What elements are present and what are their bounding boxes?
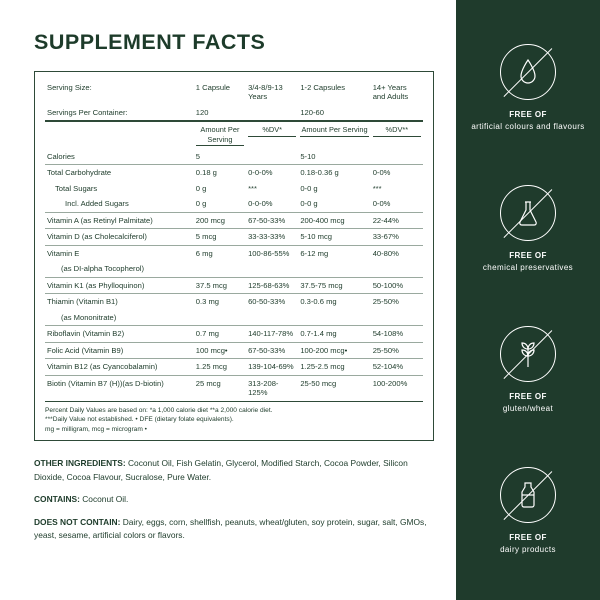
badge-chemical-preservatives (462, 185, 594, 273)
ingredients-block (34, 457, 434, 542)
serving-size-label: Serving Size: (47, 83, 92, 92)
table-row-servings-per-container (45, 105, 423, 121)
nutrient-amount-2: 25-50 mcg (298, 375, 370, 401)
footnote-block (45, 402, 423, 435)
badge-line-1: FREE OF (509, 533, 547, 543)
nutrient-name: Incl. Added Sugars (45, 196, 194, 212)
table-row (45, 359, 423, 375)
other-ingredients-label: OTHER INGREDIENTS: (34, 458, 126, 469)
nutrient-name: Folic Acid (Vitamin B9) (45, 342, 194, 358)
nutrient-name: (as DI-alpha Tocopherol) (45, 261, 194, 277)
nutrient-amount-2 (298, 310, 370, 326)
other-ingredients (34, 457, 434, 484)
nutrient-name: Total Sugars (55, 183, 98, 193)
table-row (45, 326, 423, 342)
wheat-icon (500, 326, 556, 382)
nutrient-amount-1: 6 mg (195, 248, 213, 258)
table-header-row (45, 121, 423, 149)
servings-per-container-label: Servings Per Container: (45, 105, 194, 121)
header-dv-2: %DV** (373, 125, 421, 136)
nutrient-dv-2: 0-0% (371, 196, 423, 212)
servings-col2 (246, 105, 298, 121)
does-not-contain (34, 516, 434, 543)
nutrient-dv-1: 100-86-55% (248, 248, 290, 258)
badge-label (462, 250, 594, 273)
serving-size-col3: 1-2 Capsules (300, 83, 346, 92)
badge-line-1: FREE OF (509, 251, 547, 261)
badge-line-2: dairy products (500, 545, 556, 554)
table-row (45, 310, 423, 326)
nutrient-dv-1 (246, 149, 298, 165)
nutrient-dv-1: 313-208-125% (246, 375, 298, 401)
nutrient-dv-1: 0-0-0% (246, 196, 298, 212)
badge-line-2: gluten/wheat (502, 404, 554, 413)
nutrient-name: (as Mononitrate) (45, 310, 194, 326)
nutrient-amount-1: 0 g (194, 196, 246, 212)
nutrient-dv-1: 139-104-69% (246, 359, 298, 375)
nutrient-amount-1: 0 g (195, 183, 207, 193)
nutrient-dv-1: 140-117-78% (246, 326, 298, 342)
does-not-contain-text: Dairy, eggs, corn, shellfish, peanuts, wheat/gluten, soy protein, sugar, salt, GMOs, yeast, sesame, artificial colors or flavors. (34, 516, 427, 541)
nutrient-name: Vitamin B12 (as Cyancobalamin) (45, 359, 194, 375)
nutrient-amount-2: 200-400 mcg (298, 212, 370, 228)
serving-size-col1: 1 Capsule (195, 83, 230, 92)
milk-bottle-icon (500, 467, 556, 523)
nutrient-amount-2: 5-10 mcg (298, 229, 370, 245)
nutrient-amount-2: 0-0 g (300, 183, 318, 193)
serving-size-col4: 14+ Years and Adults (372, 83, 409, 102)
badge-label (462, 109, 594, 132)
other-ingredients-text: Coconut Oil, Fish Gelatin, Glycerol, Modified Starch, Cocoa Powder, Silicon Dioxide, Cocoa Flavour, Sucralose, Pure Water. (34, 458, 408, 482)
nutrient-dv-2: 0-0% (372, 168, 391, 178)
nutrient-amount-1: 37.5 mcg (194, 277, 246, 293)
page-title: SUPPLEMENT FACTS (34, 30, 266, 54)
nutrient-name: Calories (45, 149, 194, 165)
nutrient-dv-2: 40-80% (372, 248, 399, 258)
nutrient-amount-1: 0.3 mg (195, 297, 220, 307)
nutrient-amount-2: 0.7-1.4 mg (298, 326, 370, 342)
badge-line-1: FREE OF (509, 110, 547, 120)
nutrient-amount-2: 6-12 mg (300, 248, 329, 258)
nutrient-amount-2: 0.18-0.36 g (300, 168, 339, 178)
nutrient-dv-2: 33-67% (371, 229, 423, 245)
nutrient-dv-1: 67-50-33% (246, 342, 298, 358)
table-row-serving-size (45, 80, 423, 105)
table-row (45, 165, 423, 181)
nutrient-amount-1 (194, 310, 246, 326)
nutrient-name: Biotin (Vitamin B7 (H))(as D-biotin) (45, 375, 194, 401)
nutrient-amount-1: 0.18 g (195, 168, 217, 178)
nutrient-amount-2: 1.25-2.5 mcg (298, 359, 370, 375)
nutrient-dv-2: 25-50% (371, 342, 423, 358)
nutrient-amount-2 (298, 261, 370, 277)
nutrient-dv-2 (371, 310, 423, 326)
nutrient-dv-2: 25-50% (372, 297, 399, 307)
table-row (45, 294, 423, 310)
nutrient-dv-2 (371, 261, 423, 277)
nutrient-dv-1 (246, 261, 298, 277)
badge-dairy-products (462, 467, 594, 555)
nutrient-amount-1: 1.25 mcg (194, 359, 246, 375)
header-spacer (45, 121, 194, 149)
nutrient-dv-1: 60-50-33% (248, 297, 286, 307)
nutrient-amount-1: 200 mcg (194, 212, 246, 228)
supplement-facts-panel (34, 71, 434, 441)
nutrient-dv-2: 50-100% (371, 277, 423, 293)
nutrient-name: Vitamin K1 (as Phylloquinon) (45, 277, 194, 293)
footnote-line-2: ***Daily Value not established. • DFE (dietary folate equivalents). (45, 416, 234, 424)
nutrient-dv-1: 125-68-63% (246, 277, 298, 293)
table-row (45, 196, 423, 212)
footnote-line-1: Percent Daily Values are based on: *a 1,000 calorie diet **a 2,000 calorie diet. (45, 406, 273, 414)
table-row (45, 229, 423, 245)
slash-line (503, 48, 552, 97)
badge-line-1: FREE OF (509, 392, 547, 402)
nutrient-dv-2: *** (372, 183, 382, 193)
table-row (45, 245, 423, 261)
nutrient-amount-1: 5 (194, 149, 246, 165)
nutrient-amount-2: 37.5-75 mcg (298, 277, 370, 293)
badge-label (462, 391, 594, 414)
badge-line-2: artificial colours and flavours (471, 122, 585, 131)
servings-col1: 120 (194, 105, 246, 121)
badge-label (462, 532, 594, 555)
nutrient-amount-1: 5 mcg (194, 229, 246, 245)
header-dv-1: %DV* (248, 125, 296, 136)
nutrient-amount-2: 5-10 (298, 149, 370, 165)
serving-size-col2: 3/4-8/9-13 Years (248, 83, 283, 102)
badge-gluten-wheat (462, 326, 594, 414)
header-amount-per-serving-1: Amount Per Serving (196, 125, 244, 146)
table-row (45, 261, 423, 277)
nutrient-dv-2: 52-104% (371, 359, 423, 375)
nutrient-amount-1: 100 mcg• (194, 342, 246, 358)
nutrient-dv-2: 22-44% (371, 212, 423, 228)
nutrient-name: Total Carbohydrate (47, 168, 112, 178)
nutrient-dv-1 (246, 310, 298, 326)
nutrient-name: Riboflavin (Vitamin B2) (45, 326, 194, 342)
table-row (45, 375, 423, 401)
badge-artificial-colours (462, 44, 594, 132)
nutrient-amount-1 (194, 261, 246, 277)
nutrient-amount-2: 0-0 g (298, 196, 370, 212)
does-not-contain-label: DOES NOT CONTAIN: (34, 516, 121, 527)
table-row (45, 149, 423, 165)
dropper-icon (500, 44, 556, 100)
nutrient-dv-2: 100-200% (371, 375, 423, 401)
nutrient-dv-1: *** (248, 183, 257, 193)
contains-label: CONTAINS: (34, 494, 80, 505)
nutrient-name: Vitamin D (as Cholecalciferol) (45, 229, 194, 245)
servings-col4 (371, 105, 423, 121)
nutrient-dv-1: 33-33-33% (246, 229, 298, 245)
nutrient-dv-2 (371, 149, 423, 165)
contains-text: Coconut Oil. (82, 494, 129, 505)
nutrient-dv-1: 0-0-0% (248, 168, 273, 178)
nutrient-amount-1: 25 mcg (194, 375, 246, 401)
slash-line (503, 189, 552, 238)
nutrient-name: Vitamin E (47, 248, 80, 258)
nutrient-amount-2: 100-200 mcg• (298, 342, 370, 358)
table-row (45, 212, 423, 228)
nutrient-amount-2: 0.3-0.6 mg (300, 297, 337, 307)
nutrient-amount-1: 0.7 mg (194, 326, 246, 342)
contains (34, 493, 434, 506)
servings-col3: 120-60 (298, 105, 370, 121)
flask-icon (500, 185, 556, 241)
footnote-line-3: mg = milligram, mcg = microgram • (45, 425, 147, 433)
nutrient-name: Thiamin (Vitamin B1) (47, 297, 118, 307)
slash-line (503, 330, 552, 379)
badge-line-2: chemical preservatives (482, 263, 574, 272)
nutrient-dv-2: 54-108% (371, 326, 423, 342)
table-row (45, 181, 423, 196)
table-row (45, 277, 423, 293)
nutrient-name: Vitamin A (as Retinyl Palmitate) (45, 212, 194, 228)
nutrient-dv-1: 67-50-33% (246, 212, 298, 228)
table-row (45, 342, 423, 358)
free-of-sidebar (456, 0, 600, 600)
slash-line (503, 471, 552, 520)
supplement-facts-table (45, 80, 423, 402)
header-amount-per-serving-2: Amount Per Serving (300, 125, 368, 136)
